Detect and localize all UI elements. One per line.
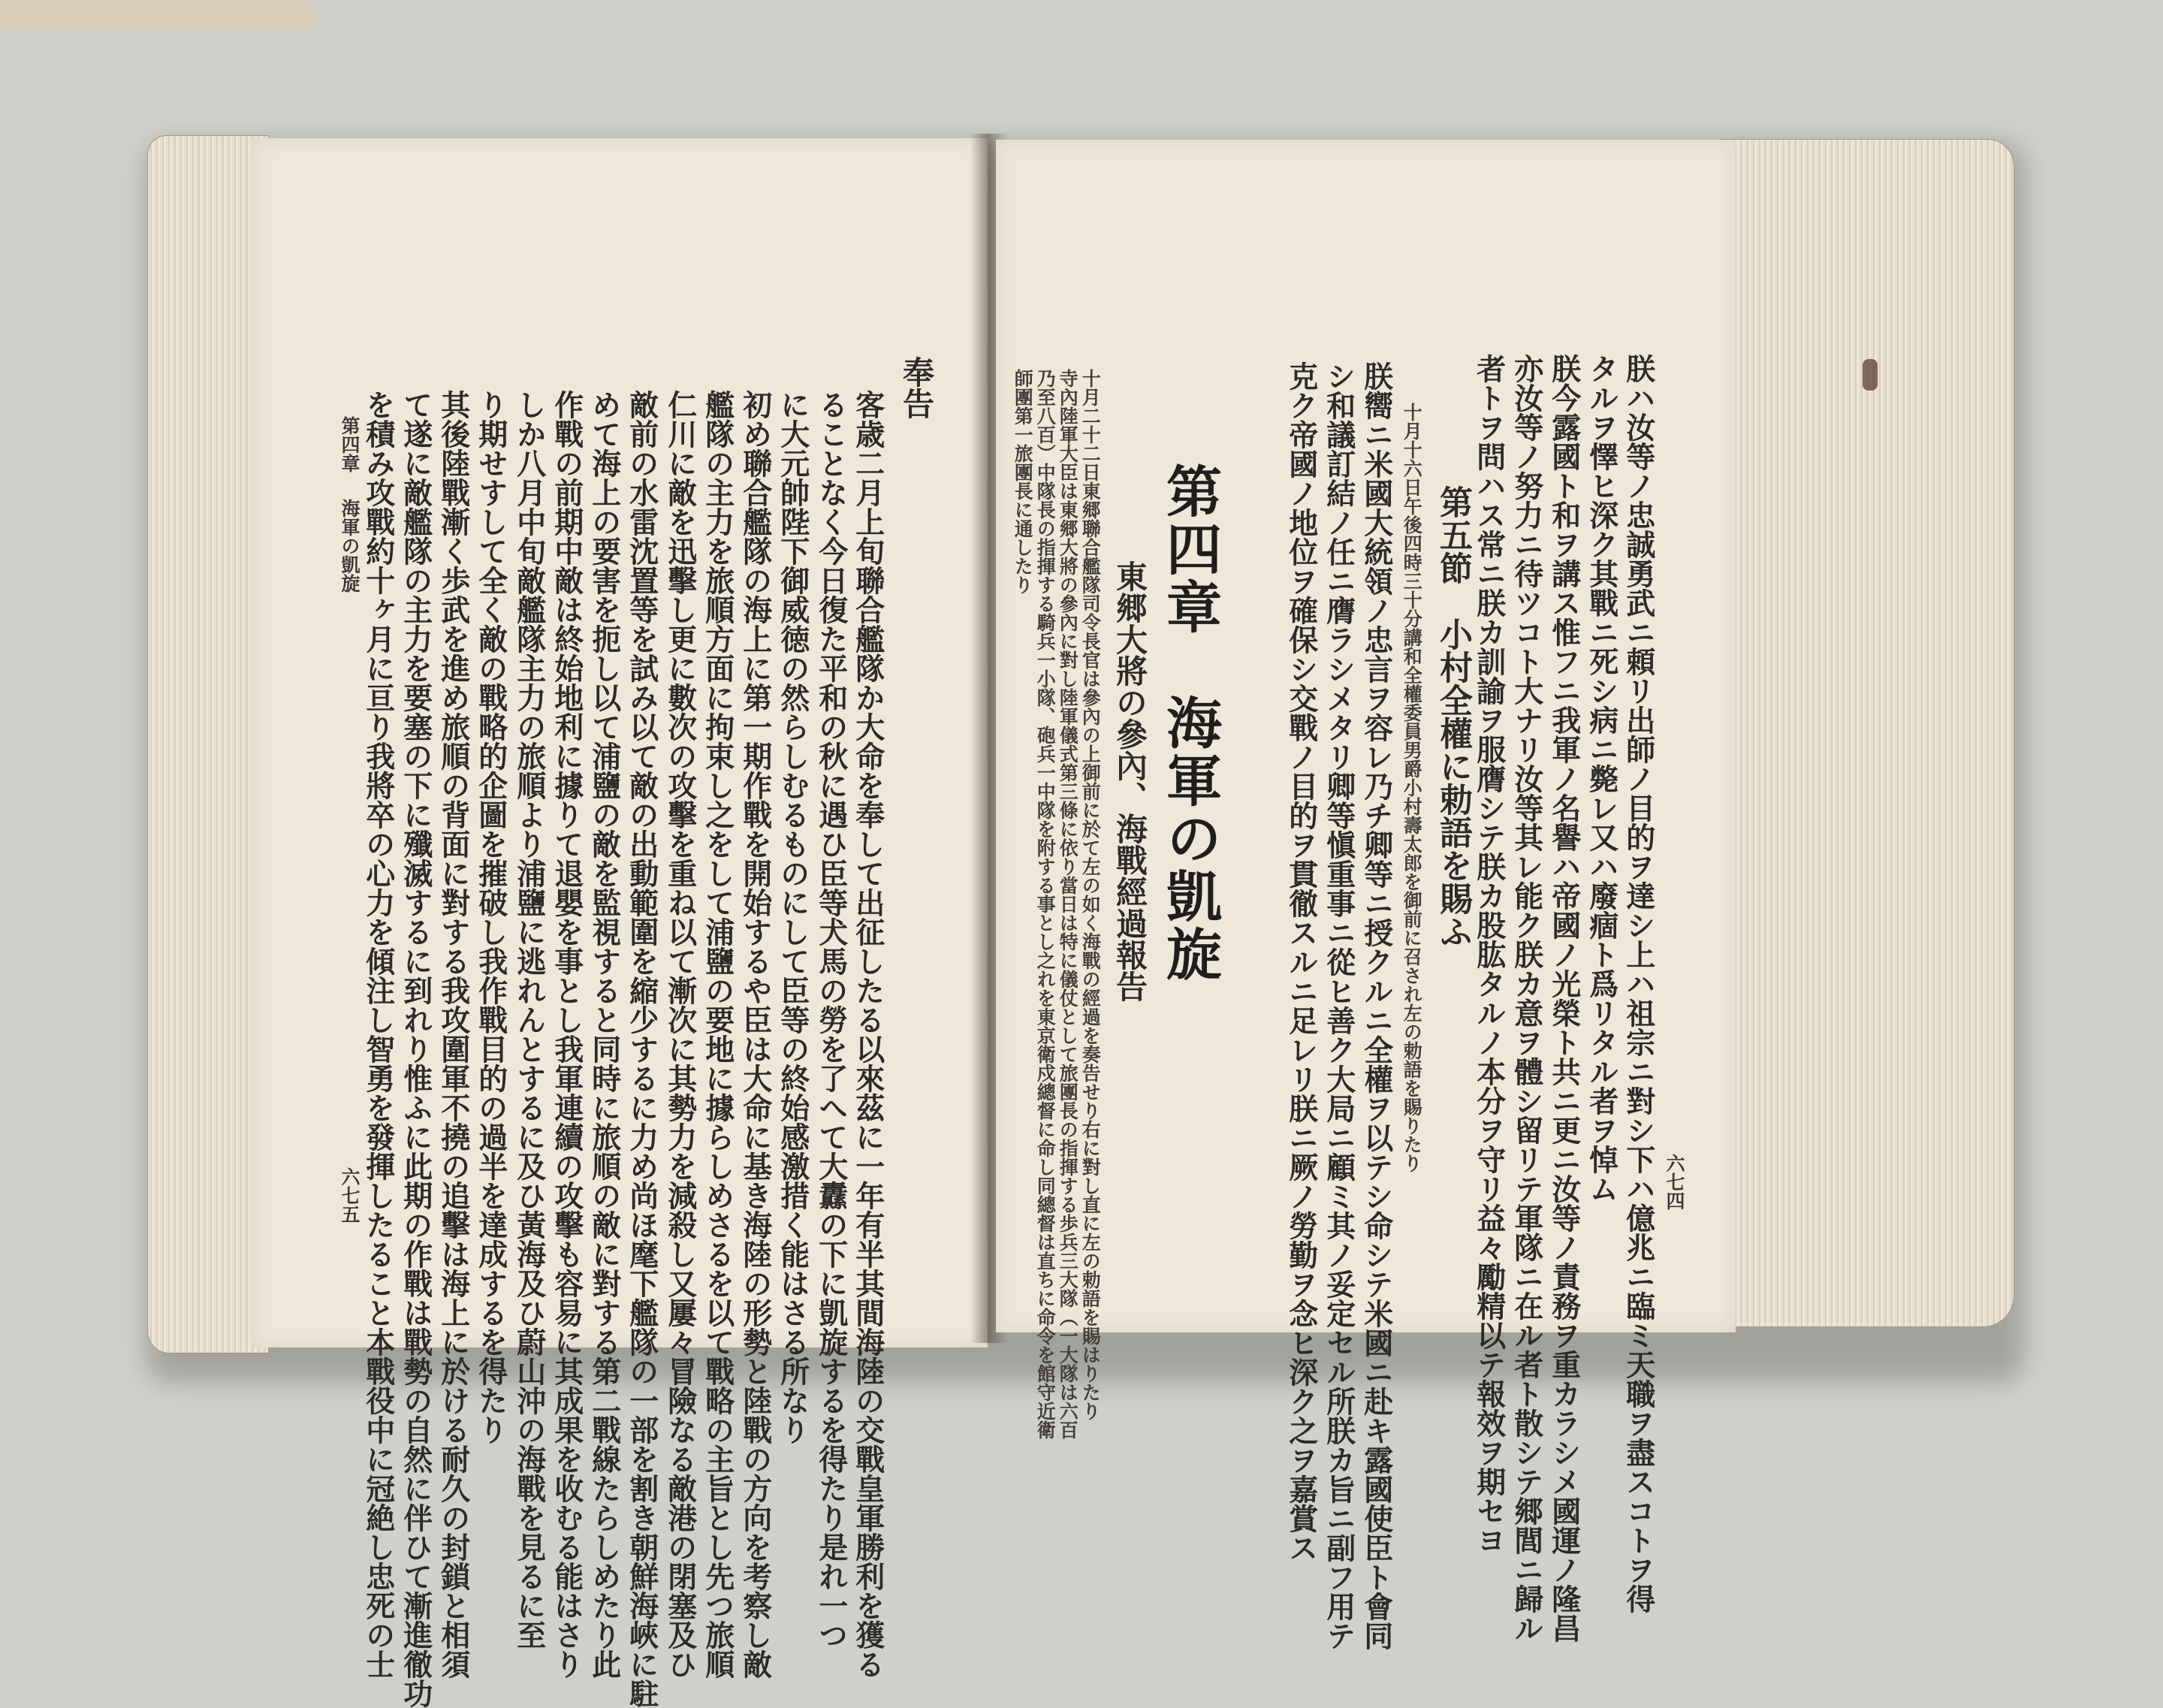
right-page (996, 140, 1736, 1650)
right-text-line-5: 者トヲ問ハス常ニ朕カ訓諭ヲ服膺シテ朕カ股肱タルノ本分ヲ守リ益々勵精以テ報效ヲ期セヨ (1471, 354, 1507, 1555)
left-text-line-6: 仁川に敵を迅擊し更に數次の攻擊を重ね以て漸次に其勢力を減殺し又屢々冒險なる敵港の閉塞及ひ (662, 390, 698, 1679)
chapter-title: 第四章 海軍の凱旋 (1157, 463, 1222, 983)
left-footer-title: 海軍の凱旋 (339, 499, 360, 593)
right-page-edges (1720, 139, 2014, 1327)
report-note-line-3: 乃至八百）中隊長の指揮する騎兵一小隊、砲兵一中隊を附する事とし之れを東京衛戍總督に命し同總督は直ちに命令を館守近衛 (1034, 369, 1057, 1439)
left-text-line-14: を積み攻戰約十ヶ月に亘り我將卒の心力を傾注し智勇を發揮したること本戰役中に冠絶し忠死の士 (360, 390, 396, 1679)
right-page-number: 六七四 (1664, 1154, 1685, 1210)
left-page-title: 奉告 (898, 356, 935, 419)
left-text-line-5: 艦隊の主力を旅順方面に拘束し之をして浦鹽の要地に據らしめさるを以て戰略の主旨とし先つ旅順 (700, 390, 735, 1679)
left-page-number: 六七五 (339, 1167, 360, 1224)
left-text-line-12: 其後陸戰漸く歩武を進め旅順の背面に對する我攻圍軍不撓の追擊は海上に於ける耐久の封鎖と相須 (436, 390, 471, 1679)
left-text-line-3: に大元帥陛下御威徳の然らしむるものにして臣等の終始感激措く能はさる所なり (775, 390, 810, 1444)
left-text-line-4: 初め聯合艦隊の海上に第一期作戰を開始するや臣は大命に基き海陸の形勢と陸戰の方向を考察し敵 (738, 390, 773, 1679)
left-text-line-9: 作戰の前期中敵は終始地利に據りて退嬰を事とし我軍連續の攻擊も容易に其成果を收むる能はさり (549, 390, 584, 1679)
left-text-line-1: 客歳二月上旬聯合艦隊か大命を奉して出征したる以來茲に一年有半其間海陸の交戰皇軍勝利を獲る (850, 390, 885, 1679)
right-text-line-1: 朕ハ汝等ノ忠誠勇武ニ頼リ出師ノ目的ヲ達シ上ハ祖宗ニ對シ下ハ億兆ニ臨ミ天職ヲ盡スコトヲ得 (1621, 354, 1656, 1613)
rescript-line-3: 克ク帝國ノ地位ヲ確保シ交戰ノ目的ヲ貫徹スルニ足レリ朕ニ厥ノ勞勤ヲ念ヒ深ク之ヲ嘉賞ス (1284, 361, 1319, 1562)
left-text-line-2: ることなく今日復た平和の秋に遇ひ臣等犬馬の勞を了へて大纛の下に凱旋するを得たり是れ一つ (813, 390, 849, 1649)
right-top-edges (0, 0, 315, 30)
report-note-line-1: 十月二十二日東郷聯合艦隊司令長官は參內の上御前に於て左の如く海戰の經過を奏告せり右に對し直に左の勅語を賜はりたり (1079, 369, 1102, 1420)
section-title: 第五節 小村全權に勅語を賜ふ (1434, 485, 1472, 948)
left-text-line-13: て遂に敵艦隊の主力を要塞の下に殲滅するに到れり惟ふに此期の作戰は戰勢の自然に伴ひて漸進徹功 (398, 390, 433, 1708)
right-text-line-4: 亦汝等ノ努力ニ待ツコト大ナリ汝等其レ能ク朕カ意ヲ體シ留リテ軍隊ニ在ル者ト散シテ郷閭ニ歸ル (1509, 354, 1544, 1643)
page-stain (1863, 359, 1878, 391)
section-note: 十月十六日午後四時三十分講和全權委員男爵小村壽太郎を御前に召され左の勅語を賜りたり (1401, 403, 1423, 1172)
left-text-line-8: めて海上の要害を扼し以て浦鹽の敵を監視すると同時に旅順の敵に對する第二戰線たらしめたり此 (587, 390, 622, 1679)
left-page (252, 138, 988, 1708)
report-note-line-4: 師團第一旅團長に通したり (1012, 369, 1034, 594)
report-note-line-2: 寺內陸軍大臣は東郷大將の參內に對し陸軍儀式第三條に依り當日は特に儀仗として旅團長の指揮する歩兵三大隊（一大隊は六百 (1057, 369, 1079, 1439)
left-footer-chapter: 第四章 (339, 416, 360, 472)
left-text-line-7: 敵前の水雷沈置等を試み以て敵の出動範圍を縮少するに力め尚ほ麾下艦隊の一部を割き朝鮮海峽に駐 (624, 390, 659, 1708)
right-text-line-3: 朕今露國ト和ヲ講ス惟フニ我軍ノ名譽ハ帝國ノ光榮ト共ニ更ニ汝等ノ責務ヲ重カラシメ國運ノ隆昌 (1546, 354, 1582, 1643)
left-text-line-10: しか八月中旬敵艦隊主力の旅順より浦鹽に逃れんとするに及ひ黃海及ひ蔚山沖の海戰を見るに至 (511, 390, 547, 1649)
chapter-subtitle: 東郷大將の參內、海戰經過報告 (1112, 560, 1148, 1002)
rescript-line-2: シ和議訂結ノ任ニ膺ラシメタリ卿等愼重事ニ從ヒ善ク大局ニ顧ミ其ノ妥定セル所朕カ旨ニ副フ用テ (1321, 361, 1356, 1650)
left-page-edges (147, 135, 269, 1353)
left-text-line-11: り期せすして全く敵の戰略的企圖を摧破し我作戰目的の過半を達成するを得たり (473, 390, 508, 1444)
rescript-line-1: 朕嚮ニ米國大統領ノ忠言ヲ容レ乃チ卿等ニ授クルニ全權ヲ以テシ命シテ米國ニ赴キ露國使臣ト會同 (1359, 361, 1394, 1650)
right-text-line-2: タルヲ懌ヒ深ク其戰ニ死シ病ニ斃レ又ハ廢痼ト爲リタル者ヲ悼ム (1584, 354, 1619, 1203)
